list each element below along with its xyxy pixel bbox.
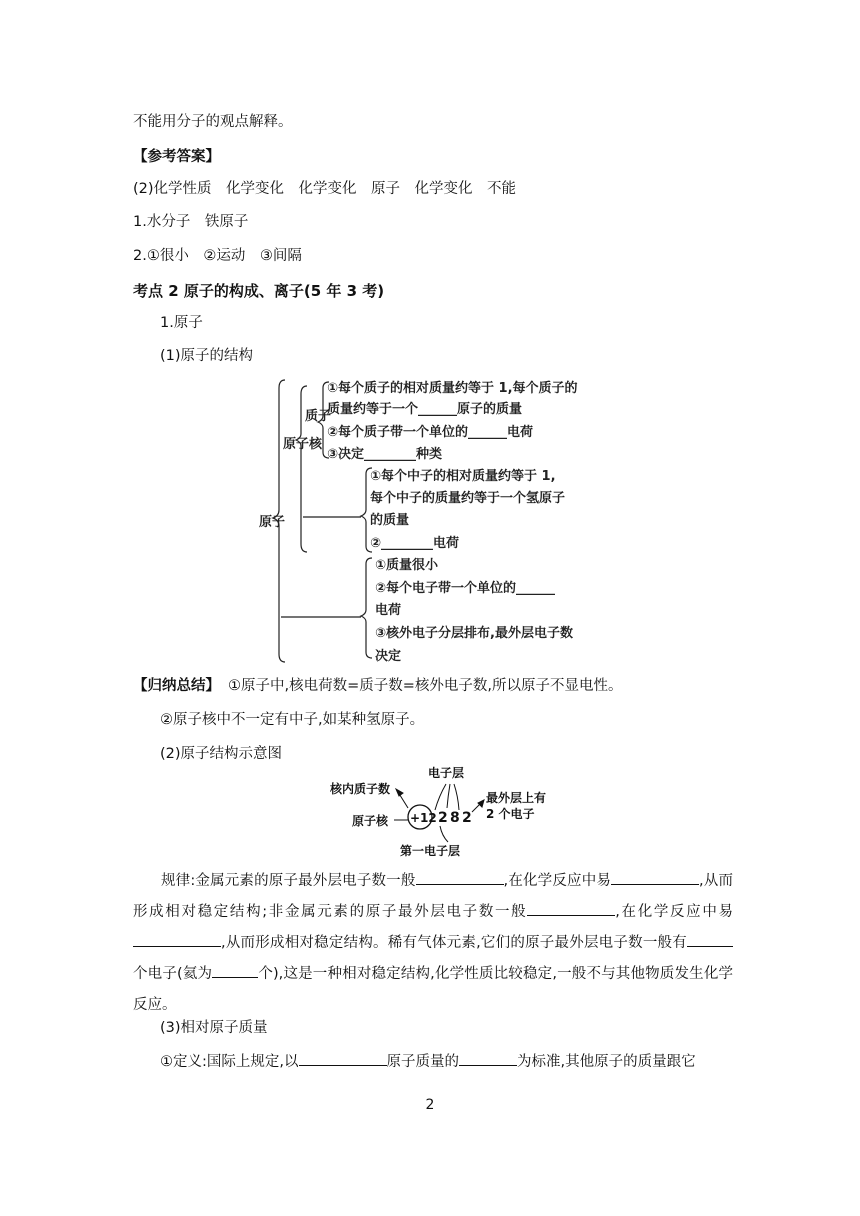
summary-text: ②原子核中不一定有中子,如某种氢原子。	[160, 712, 425, 728]
page-number: 2	[425, 1097, 435, 1113]
neutron-item: 的质量	[370, 513, 410, 528]
summary-tag: 【归纳总结】	[133, 678, 220, 694]
definition-text: ①定义:国际上规定,以	[160, 1054, 299, 1070]
definition-line	[160, 1051, 696, 1072]
shell-count: 8	[450, 810, 460, 826]
subsection-title: (3)相对原子质量	[160, 1020, 268, 1036]
atom-structure-diagram	[255, 376, 615, 666]
fill-blank	[299, 1051, 387, 1066]
rule-text: ,从而形成相对稳定结构;非金属元素的原子最外层电子数一般	[133, 873, 734, 920]
fill-blank	[133, 932, 221, 947]
text-line: 不能用分子的观点解释。	[133, 114, 293, 130]
label-outer: 2 个电子	[486, 807, 535, 821]
definition-text: 原子质量的	[386, 1054, 459, 1070]
rule-text: 规律:金属元素的原子最外层电子数一般	[161, 873, 416, 889]
electron-item: 电荷	[375, 603, 402, 618]
label-nucleus: 原子核	[352, 814, 389, 828]
root-label: 原子	[259, 515, 286, 530]
fill-blank	[459, 1051, 517, 1066]
subsection-title: 1.原子	[160, 315, 203, 331]
rule-text: ,从而形成相对稳定结构。稀有气体元素,它们的原子最外层电子数一般有	[221, 935, 687, 951]
subsection-title: (1)原子的结构	[160, 348, 254, 364]
shell-count: 2	[462, 810, 472, 826]
rule-text: ,在化学反应中易	[503, 873, 612, 889]
subsection-title: (2)原子结构示意图	[160, 746, 283, 762]
answer-heading: 【参考答案】	[133, 149, 220, 165]
proton-item: ③决定________种类	[327, 447, 443, 462]
proton-item: ②每个质子带一个单位的______电荷	[327, 425, 534, 440]
rule-paragraph	[133, 866, 733, 1021]
label-proton-count: 核内质子数	[330, 782, 391, 796]
fill-blank	[611, 870, 699, 885]
proton-item: ①每个质子的相对质量约等于 1,每个质子的	[327, 381, 578, 396]
fill-blank	[687, 932, 733, 947]
section-heading: 考点 2 原子的构成、离子(5 年 3 考)	[133, 282, 385, 300]
answer-line: 2.①很小 ②运动 ③间隔	[133, 248, 302, 264]
electron-item: ③核外电子分层排布,最外层电子数	[375, 626, 573, 641]
neutron-item: ①每个中子的相对质量约等于 1,	[370, 469, 556, 484]
neutron-item: ②________电荷	[370, 536, 460, 551]
answer-line: (2)化学性质 化学变化 化学变化 原子 化学变化 不能	[133, 181, 517, 197]
definition-text: 为标准,其他原子的质量跟它	[517, 1054, 696, 1070]
nucleus-label: 原子核	[283, 437, 323, 452]
rule-text: 个),这是一种相对稳定结构,化学性质比较稳定,一般不与其他物质发生化学反应。	[133, 966, 733, 1013]
fill-blank	[416, 870, 504, 885]
fill-blank	[212, 963, 258, 978]
proton-label: 质子	[305, 409, 332, 424]
nucleus-charge: +12	[410, 811, 437, 825]
label-first-shell: 第一电子层	[400, 844, 461, 858]
rule-text: 个电子(氦为	[133, 966, 213, 982]
label-outer: 最外层上有	[486, 791, 547, 805]
electron-item: ①质量很小	[375, 558, 439, 573]
summary-text: ①原子中,核电荷数=质子数=核外电子数,所以原子不显电性。	[228, 678, 623, 694]
proton-item: 质量约等于一个______原子的质量	[327, 402, 523, 417]
neutron-item: 每个中子的质量约等于一个氢原子	[370, 491, 566, 506]
rule-text: ,在化学反应中易	[615, 904, 733, 920]
electron-item: 决定	[375, 649, 402, 664]
shell-count: 2	[438, 810, 448, 826]
atom-schematic	[322, 762, 552, 860]
electron-item: ②每个电子带一个单位的______	[375, 581, 556, 596]
answer-line: 1.水分子 铁原子	[133, 214, 249, 230]
fill-blank	[527, 901, 615, 916]
label-shell: 电子层	[428, 766, 465, 780]
